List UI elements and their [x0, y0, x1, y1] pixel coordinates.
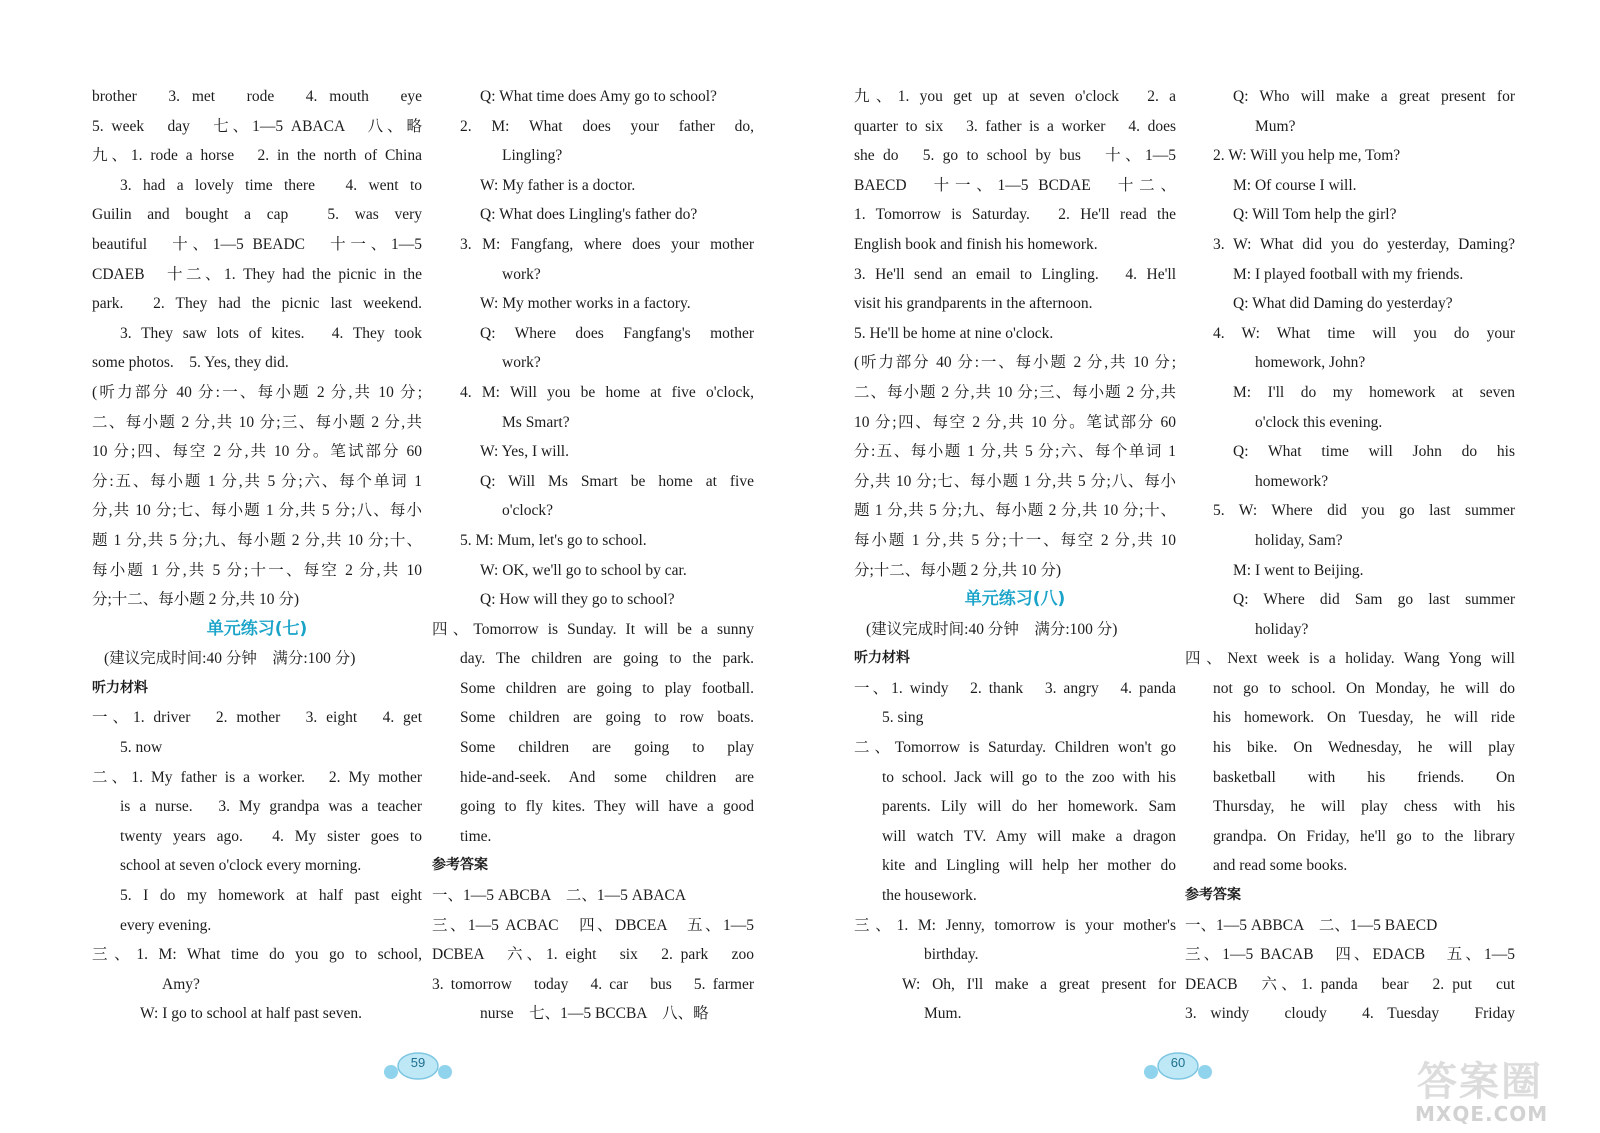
text-line: twenty years ago. 4. My sister goes to	[120, 827, 422, 845]
text-line: W: Yes, I will.	[480, 443, 569, 461]
text-line: day. The children are going to the park.	[460, 650, 754, 668]
text-line: M: I went to Beijing.	[1233, 561, 1364, 579]
watermark-bottom-text: MXQE.COM	[1415, 1102, 1549, 1126]
text-line: Q: What time does Amy go to school?	[480, 88, 717, 105]
text-line: 九、1. rode a horse 2. in the north of China	[92, 147, 422, 165]
text-line: holiday, Sam?	[1255, 531, 1343, 549]
text-line: hide-and-seek. And some children are	[460, 768, 754, 786]
text-line: some photos. 5. Yes, they did.	[92, 354, 289, 372]
text-line: Q: Will Ms Smart be home at five	[480, 472, 754, 490]
text-line: Q: Who will make a great present for	[1233, 88, 1515, 105]
text-line: work?	[502, 354, 541, 372]
text-line: school at seven o'clock every morning.	[120, 857, 362, 875]
text-line: 四、Next week is a holiday. Wang Yong will	[1185, 650, 1515, 668]
score-note-line: 每小题 1 分,共 5 分;十一、每空 2 分,共 10	[92, 561, 422, 579]
text-line: Some children are going to play football.	[460, 679, 754, 697]
text-line: W: Oh, I'll make a great present for	[902, 975, 1176, 993]
text-line: 5. week day 七、1—5 ABACA 八、略	[92, 117, 422, 135]
text-line: W: OK, we'll go to school by car.	[480, 561, 687, 579]
text-line: 4. M: Will you be home at five o'clock,	[460, 383, 754, 401]
text-line: will watch TV. Amy will make a dragon	[882, 827, 1176, 845]
text-line: park. 2. They had the picnic last weekend.	[92, 295, 422, 313]
text-line: is a nurse. 3. My grandpa was a teacher	[120, 798, 422, 816]
score-note-line: 分:五、每小题 1 分,共 5 分;六、每个单词 1	[854, 443, 1176, 461]
text-line: 5. W: Where did you go last summer	[1213, 502, 1515, 520]
text-line: 5. now	[120, 739, 163, 757]
text-line: o'clock?	[502, 502, 553, 520]
text-line: Mum.	[924, 1005, 962, 1023]
text-line: 4. W: What time will you do your	[1213, 324, 1515, 342]
text-line: 5. He'll be home at nine o'clock.	[854, 324, 1054, 342]
text-line: M: I played football with my friends.	[1233, 265, 1464, 283]
answer-line: DCBEA 六、1. eight six 2. park zoo	[432, 946, 754, 964]
page-number-text: 59	[410, 1055, 426, 1070]
text-line: Thursday, he will play chess with his	[1213, 798, 1515, 816]
section-heading-answers: 参考答案	[1185, 887, 1241, 904]
text-line: W: My mother works in a factory.	[480, 295, 691, 313]
watermark-logo	[1395, 1050, 1595, 1130]
text-line: 2. M: What does your father do,	[460, 117, 754, 135]
score-note-line: 分,共 10 分;七、每小题 1 分,共 5 分;八、每小	[854, 472, 1176, 490]
time-note: (建议完成时间:40 分钟 满分:100 分)	[104, 650, 356, 668]
text-line: M: I'll do my homework at seven	[1233, 383, 1515, 401]
text-line: parents. Lily will do her homework. Sam	[882, 798, 1176, 816]
score-note-line: 10 分;四、每空 2 分,共 10 分。笔试部分 60	[92, 443, 422, 461]
text-line: his homework. On Tuesday, he will ride	[1213, 709, 1515, 727]
text-line: Some children are going to play	[460, 739, 754, 757]
score-note-line: 分,共 10 分;七、每小题 1 分,共 5 分;八、每小	[92, 502, 422, 520]
section-heading-listening: 听力材料	[92, 679, 148, 696]
answer-line: 一、1—5 ABBCA 二、1—5 BAECD	[1185, 916, 1438, 934]
score-note-line: 题 1 分,共 5 分;九、每小题 2 分,共 10 分;十、	[854, 502, 1176, 520]
text-line: 二、1. My father is a worker. 2. My mother	[92, 768, 422, 786]
text-line: Mum?	[1255, 117, 1296, 135]
text-line: birthday.	[924, 946, 979, 964]
text-line: and read some books.	[1213, 857, 1348, 875]
text-line: W: My father is a doctor.	[480, 176, 636, 194]
text-line: work?	[502, 265, 541, 283]
score-note-line: 分;十二、每小题 2 分,共 10 分)	[92, 591, 300, 609]
text-line: BAECD 十一、1—5 BCDAE 十二、	[854, 176, 1176, 194]
text-line: homework?	[1255, 472, 1329, 490]
section-heading-listening: 听力材料	[854, 650, 910, 667]
text-line: Q: What did Daming do yesterday?	[1233, 295, 1453, 313]
text-line: homework, John?	[1255, 354, 1366, 372]
text-line: she do 5. go to school by bus 十、1—5	[854, 147, 1176, 165]
text-line: his bike. On Wednesday, he will play	[1213, 739, 1515, 757]
text-line: CDAEB 十二、1. They had the picnic in the	[92, 265, 422, 283]
watermark-top-text: 答案圈	[1417, 1059, 1543, 1105]
text-line: 5. sing	[882, 709, 924, 727]
page-number-text: 60	[1170, 1055, 1186, 1070]
text-line: Guilin and bought a cap 5. was very	[92, 206, 422, 224]
text-line: every evening.	[120, 916, 212, 934]
text-line: 3. M: Fangfang, where does your mother	[460, 235, 754, 253]
text-line: Some children are going to row boats.	[460, 709, 754, 727]
text-line: 九、1. you get up at seven o'clock 2. a	[854, 88, 1176, 105]
unit-title-8: 单元练习(八)	[964, 589, 1066, 610]
text-line: Q: What time will John do his	[1233, 443, 1515, 461]
score-note-line: 二、每小题 2 分,共 10 分;三、每小题 2 分,共	[92, 413, 422, 431]
page-number-right	[1143, 1050, 1213, 1084]
score-note-line: (听力部分 40 分:一、每小题 2 分,共 10 分;	[92, 383, 422, 401]
text-line: time.	[460, 827, 492, 845]
text-line: 2. W: Will you help me, Tom?	[1213, 147, 1401, 165]
text-line: grandpa. On Friday, he'll go to the library	[1213, 827, 1515, 845]
time-note: (建议完成时间:40 分钟 满分:100 分)	[866, 620, 1118, 638]
text-line: Amy?	[162, 975, 200, 993]
text-line: to school. Jack will go to the zoo with his	[882, 768, 1176, 786]
answer-line: 3. tomorrow today 4. car bus 5. farmer	[432, 975, 754, 993]
text-line: beautiful 十、1—5 BEADC 十一、1—5	[92, 235, 422, 253]
answer-line: DEACB 六、1. panda bear 2. put cut	[1185, 975, 1515, 993]
score-note-line: 题 1 分,共 5 分;九、每小题 2 分,共 10 分;十、	[92, 531, 422, 549]
text-line: 四、Tomorrow is Sunday. It will be a sunny	[432, 620, 754, 638]
text-line: 一、1. driver 2. mother 3. eight 4. get	[92, 709, 422, 727]
text-line: 5. M: Mum, let's go to school.	[460, 531, 647, 549]
text-line: 1. Tomorrow is Saturday. 2. He'll read the	[854, 206, 1176, 224]
score-note-line: 分:五、每小题 1 分,共 5 分;六、每个单词 1	[92, 472, 422, 490]
text-line: Q: Where does Fangfang's mother	[480, 324, 754, 342]
text-line: 三、1. M: Jenny, tomorrow is your mother's	[854, 916, 1176, 934]
answer-line: nurse 七、1—5 BCCBA 八、略	[480, 1005, 709, 1023]
text-line: the housework.	[882, 887, 977, 905]
text-line: visit his grandparents in the afternoon.	[854, 295, 1093, 313]
text-line: Lingling?	[502, 147, 563, 165]
text-line: 3. He'll send an email to Lingling. 4. He'll	[854, 265, 1176, 283]
column-4	[1185, 82, 1515, 1029]
column-2	[432, 82, 754, 1029]
text-line: 3. They saw lots of kites. 4. They took	[120, 324, 422, 342]
score-note-line: 每小题 1 分,共 5 分;十一、每空 2 分,共 10	[854, 531, 1176, 549]
column-1	[92, 82, 422, 1029]
text-line: 3. W: What did you do yesterday, Daming?	[1213, 235, 1515, 253]
column-3	[854, 82, 1176, 1029]
text-line: English book and finish his homework.	[854, 235, 1098, 253]
answer-line: 三、1—5 BACAB 四、EDACB 五、1—5	[1185, 946, 1515, 964]
text-line: brother 3. met rode 4. mouth eye	[92, 88, 422, 105]
text-line: 二、Tomorrow is Saturday. Children won't go	[854, 739, 1176, 757]
text-line: kite and Lingling will help her mother do	[882, 857, 1176, 875]
text-line: 3. had a lovely time there 4. went to	[120, 176, 422, 194]
score-note-line: 分;十二、每小题 2 分,共 10 分)	[854, 561, 1062, 579]
text-line: Q: Where did Sam go last summer	[1233, 591, 1515, 609]
answer-line: 一、1—5 ABCBA 二、1—5 ABACA	[432, 887, 687, 905]
text-line: holiday?	[1255, 620, 1309, 638]
answer-line: 三、1—5 ACBAC 四、DBCEA 五、1—5	[432, 916, 754, 934]
score-note-line: 二、每小题 2 分,共 10 分;三、每小题 2 分,共	[854, 383, 1176, 401]
text-line: 一、1. windy 2. thank 3. angry 4. panda	[854, 679, 1176, 697]
text-line: Q: What does Lingling's father do?	[480, 206, 698, 224]
text-line: Ms Smart?	[502, 413, 570, 431]
text-line: basketball with his friends. On	[1213, 768, 1515, 786]
text-line: M: Of course I will.	[1233, 176, 1357, 194]
text-line: W: I go to school at half past seven.	[140, 1005, 362, 1023]
section-heading-answers: 参考答案	[432, 857, 488, 874]
text-line: 三、1. M: What time do you go to school,	[92, 946, 422, 964]
score-note-line: (听力部分 40 分:一、每小题 2 分,共 10 分;	[854, 354, 1176, 372]
text-line: 5. I do my homework at half past eight	[120, 887, 422, 905]
text-line: Q: How will they go to school?	[480, 591, 675, 609]
text-line: quarter to six 3. father is a worker 4. does	[854, 117, 1176, 135]
text-line: Q: Will Tom help the girl?	[1233, 206, 1397, 224]
page-number-left	[383, 1050, 453, 1084]
score-note-line: 10 分;四、每空 2 分,共 10 分。笔试部分 60	[854, 413, 1176, 431]
unit-title-7: 单元练习(七)	[206, 618, 308, 639]
answer-line: 3. windy cloudy 4. Tuesday Friday	[1185, 1005, 1515, 1023]
text-line: going to fly kites. They will have a good	[460, 798, 754, 816]
text-line: not go to school. On Monday, he will do	[1213, 679, 1515, 697]
text-line: o'clock this evening.	[1255, 413, 1383, 431]
